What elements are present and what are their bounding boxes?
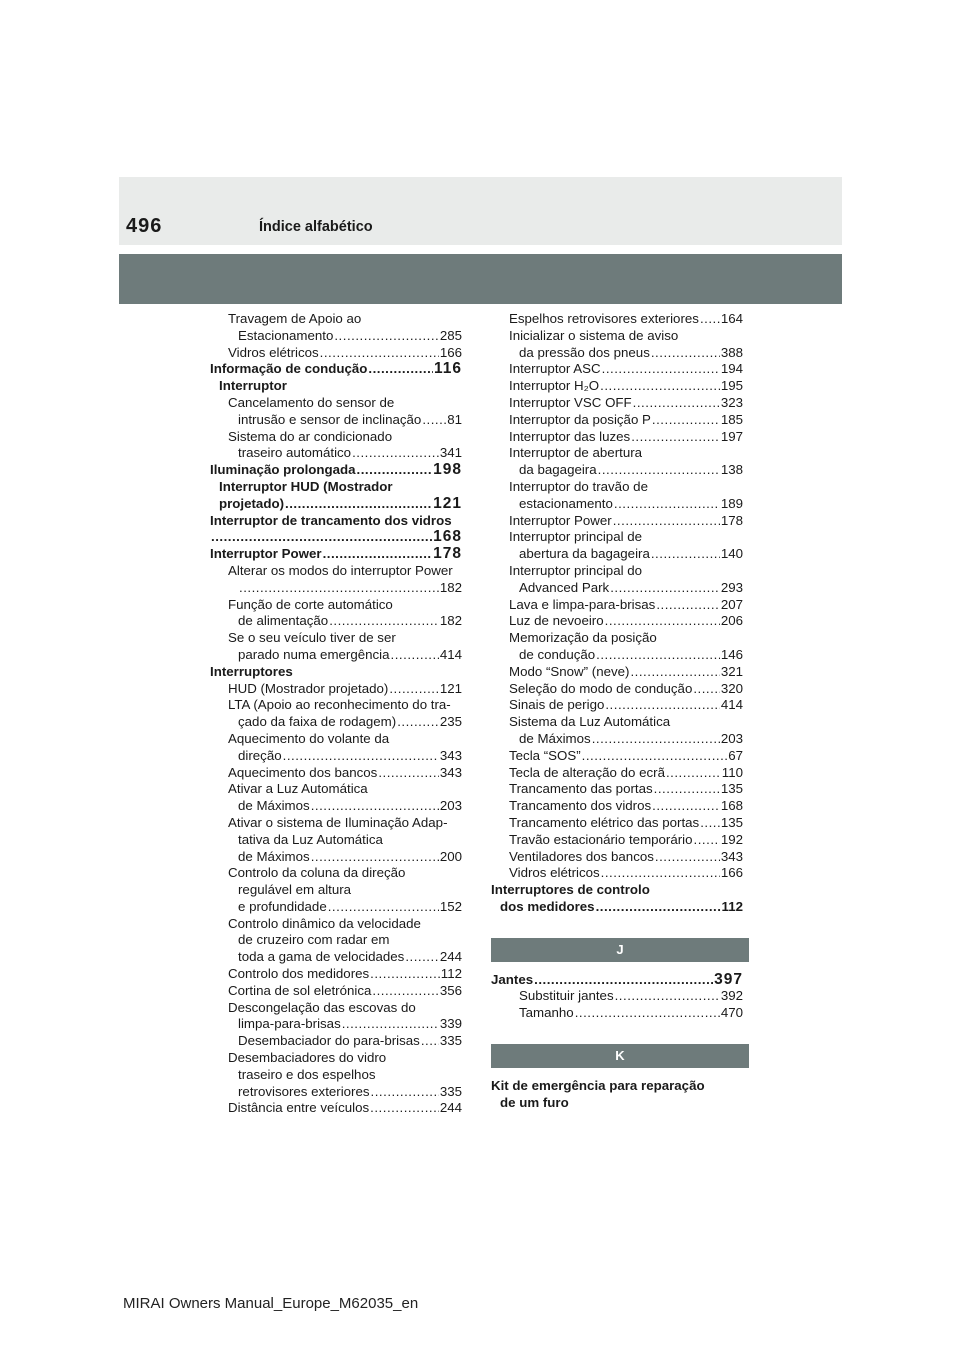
index-entry: [491, 815, 743, 832]
entry-page-number: 414: [720, 697, 743, 713]
entry-text: Interruptor de trancamento dos vidros: [210, 512, 452, 528]
entry-text: Interruptor H₂O: [509, 378, 600, 394]
index-entry: [210, 479, 462, 496]
index-entry: [210, 1100, 462, 1117]
entry-page-number: 185: [720, 411, 743, 427]
entry-text: Inicializar o sistema de aviso: [509, 327, 679, 343]
entry-text: Trancamento das portas: [509, 781, 653, 797]
entry-text: da bagageira: [519, 462, 597, 478]
entry-page-number: 343: [439, 764, 462, 780]
entry-text: Sistema do ar condicionado: [228, 428, 393, 444]
header-band: [119, 177, 842, 245]
entry-text: Travão estacionário temporário: [509, 831, 693, 847]
entry-text: Alterar os modos do interruptor Power: [228, 562, 453, 578]
dot-leader: [370, 1100, 439, 1117]
dot-leader: [652, 412, 720, 429]
entry-page-number: 200: [439, 848, 462, 864]
entry-text: limpa-para-brisas: [238, 1016, 341, 1032]
entry-text: Aquecimento do volante da: [228, 730, 390, 746]
entry-page-number: 121: [439, 680, 462, 696]
index-entry: [210, 765, 462, 782]
entry-text: Interruptor de abertura: [509, 445, 643, 461]
entry-page-number: 138: [720, 462, 743, 478]
dot-leader: [614, 496, 720, 513]
entry-page-number: 168: [433, 528, 462, 546]
dot-leader: [613, 513, 720, 530]
entry-text: Tamanho: [519, 1005, 574, 1021]
dot-leader: [285, 496, 432, 513]
index-entry: [210, 697, 462, 714]
entry-text: Vidros elétricos: [228, 344, 319, 360]
entry-page-number: 166: [720, 865, 743, 881]
entry-text: Controlo dos medidores: [228, 966, 370, 982]
entry-page-number: 166: [439, 344, 462, 360]
entry-page-number: 397: [714, 970, 743, 988]
index-entry: [210, 781, 462, 798]
entry-page-number: 121: [433, 494, 462, 512]
index-entry: [491, 1095, 743, 1112]
entry-text: regulável em altura: [238, 882, 352, 898]
entry-text: Advanced Park: [519, 579, 610, 595]
entry-page-number: 206: [720, 613, 743, 629]
entry-page-number: 81: [447, 411, 462, 427]
entry-text: Distância entre veículos: [228, 1100, 370, 1116]
entry-page-number: 197: [720, 428, 743, 444]
entry-page-number: 195: [720, 378, 743, 394]
index-entry: [491, 529, 743, 546]
entry-text: Interruptor ASC: [509, 361, 601, 377]
dot-leader: [329, 613, 439, 630]
index-entry: [210, 832, 462, 849]
index-entry: [491, 445, 743, 462]
dot-leader: [694, 832, 720, 849]
entry-text: Interruptor HUD (Mostrador: [219, 478, 393, 494]
dot-leader: [405, 949, 438, 966]
entry-text: Kit de emergência para reparação: [491, 1078, 705, 1094]
index-column-right: [491, 311, 743, 1112]
entry-page-number: 182: [439, 579, 462, 595]
entry-text: Informação de condução: [210, 361, 368, 377]
index-entry: [491, 1078, 743, 1095]
entry-text: retrovisores exteriores: [238, 1083, 370, 1099]
dot-leader: [605, 697, 719, 714]
entry-text: de alimentação: [238, 613, 329, 629]
entry-text: Interruptor Power: [509, 512, 612, 528]
index-column-left: [210, 311, 462, 1117]
entry-text: Estacionamento: [238, 327, 334, 343]
entry-page-number: 323: [720, 394, 743, 410]
entry-text: Interruptor da posição P: [509, 411, 651, 427]
index-entry: [210, 345, 462, 362]
entry-text: HUD (Mostrador projetado): [228, 680, 389, 696]
header-dark-band: [119, 254, 842, 304]
dot-leader: [389, 681, 438, 698]
dot-leader: [372, 983, 438, 1000]
index-entry: [491, 865, 743, 882]
dot-leader: [700, 815, 720, 832]
index-entry: [210, 1000, 462, 1017]
index-entry: [491, 395, 743, 412]
entry-text: Interruptor Power: [210, 546, 322, 562]
index-entry: [491, 412, 743, 429]
index-entry: [210, 849, 462, 866]
entry-page-number: 343: [720, 848, 743, 864]
dot-leader: [630, 664, 719, 681]
entry-text: abertura da bagageira: [519, 546, 650, 562]
entry-page-number: 285: [439, 327, 462, 343]
entry-text: direção: [238, 747, 282, 763]
dot-leader: [371, 1084, 439, 1101]
entry-text: Memorização da posição: [509, 630, 657, 646]
index-entry: [210, 714, 462, 731]
entry-text: Trancamento dos vidros: [509, 798, 652, 814]
index-entry: [210, 378, 462, 395]
entry-text: Substituir jantes: [519, 988, 614, 1004]
index-entry: [210, 361, 462, 378]
dot-leader: [357, 462, 433, 479]
index-entry: [210, 882, 462, 899]
entry-page-number: 116: [433, 360, 462, 378]
index-entry: [210, 429, 462, 446]
index-entry: [210, 1016, 462, 1033]
entry-text: Interruptor das luzes: [509, 428, 631, 444]
index-entry: [210, 328, 462, 345]
dot-leader: [239, 580, 439, 597]
index-entry: [210, 647, 462, 664]
letter-heading-k: K: [491, 1044, 749, 1068]
entry-page-number: 164: [720, 311, 743, 326]
entry-page-number: 67: [728, 747, 743, 763]
entry-page-number: 321: [720, 663, 743, 679]
entry-text: projetado): [219, 495, 285, 511]
entry-text: dos medidores: [500, 898, 595, 914]
index-entry: [210, 1050, 462, 1067]
index-entry: [491, 513, 743, 530]
index-entry: [210, 462, 462, 479]
entry-text: de Máximos: [519, 730, 591, 746]
entry-text: Ativar o sistema de Iluminação Adap-: [228, 814, 448, 830]
entry-text: Modo “Snow” (neve): [509, 663, 630, 679]
entry-page-number: 203: [439, 798, 462, 814]
entry-text: Descongelação das escovas do: [228, 999, 416, 1015]
entry-text: de cruzeiro com radar em: [238, 932, 390, 948]
entry-page-number: 470: [720, 1005, 743, 1021]
index-entry: [491, 849, 743, 866]
index-entry: [491, 714, 743, 731]
entry-text: traseiro e dos espelhos: [238, 1066, 376, 1082]
dot-leader: [320, 345, 439, 362]
entry-page-number: 182: [439, 613, 462, 629]
dot-leader: [651, 345, 720, 362]
index-entry: [210, 1033, 462, 1050]
entry-page-number: 178: [433, 545, 462, 563]
entry-text: Interruptor: [219, 378, 287, 394]
entry-text: Seleção do modo de condução: [509, 680, 693, 696]
dot-leader: [654, 781, 720, 798]
index-entry: [210, 597, 462, 614]
entry-page-number: 293: [720, 579, 743, 595]
entry-text: estacionamento: [519, 495, 613, 511]
entry-page-number: 356: [439, 982, 462, 998]
index-entry: [210, 949, 462, 966]
entry-text: Tecla de alteração do ecrã: [509, 764, 665, 780]
entry-text: Cortina de sol eletrónica: [228, 982, 372, 998]
index-entry: [491, 988, 743, 1005]
entry-text: e profundidade: [238, 898, 327, 914]
entry-text: Controlo dinâmico da velocidade: [228, 915, 421, 931]
entry-text: Cancelamento do sensor de: [228, 394, 395, 410]
dot-leader: [370, 966, 440, 983]
dot-leader: [596, 647, 720, 664]
index-entry: [491, 781, 743, 798]
index-entry: [210, 748, 462, 765]
entry-page-number: 194: [720, 361, 743, 377]
entry-text: Desembaciadores do vidro: [228, 1050, 387, 1066]
dot-leader: [631, 429, 720, 446]
index-entry: [210, 311, 462, 328]
dot-leader: [633, 395, 720, 412]
index-entry: [491, 597, 743, 614]
index-entry: [491, 1005, 743, 1022]
entry-page-number: 112: [721, 898, 743, 914]
entry-text: de Máximos: [238, 848, 310, 864]
index-entry: [491, 613, 743, 630]
entry-page-number: 207: [720, 596, 743, 612]
entry-text: Interruptor do travão de: [509, 478, 648, 494]
entry-page-number: 341: [439, 445, 462, 461]
dot-leader: [615, 988, 720, 1005]
dot-leader: [596, 899, 721, 916]
entry-text: Trancamento elétrico das portas: [509, 814, 700, 830]
entry-text: Função de corte automático: [228, 596, 393, 612]
index-entry: [491, 630, 743, 647]
entry-page-number: 235: [439, 714, 462, 730]
dot-leader: [534, 972, 713, 989]
entry-page-number: 339: [439, 1016, 462, 1032]
index-entry: [210, 1067, 462, 1084]
letter-heading-j: J: [491, 938, 749, 962]
index-entry: [491, 580, 743, 597]
entry-text: Sistema da Luz Automática: [509, 714, 671, 730]
entry-text: Interruptores: [210, 663, 293, 679]
dot-leader: [605, 613, 720, 630]
index-entry: [491, 748, 743, 765]
entry-text: da pressão dos pneus: [519, 344, 650, 360]
footer-text: MIRAI Owners Manual_Europe_M62035_en: [123, 1295, 419, 1312]
entry-text: de condução: [519, 646, 596, 662]
dot-leader: [328, 899, 439, 916]
index-entry: [210, 563, 462, 580]
index-entry: [491, 479, 743, 496]
dot-leader: [378, 765, 438, 782]
dot-leader: [601, 865, 720, 882]
dot-leader: [600, 378, 720, 395]
entry-page-number: 135: [720, 781, 743, 797]
index-entry: [491, 765, 743, 782]
entry-text: de Máximos: [238, 798, 310, 814]
entry-text: Tecla “SOS”: [509, 747, 581, 763]
index-entry: [210, 916, 462, 933]
entry-page-number: 244: [439, 949, 462, 965]
entry-text: Luz de nevoeiro: [509, 613, 604, 629]
entry-page-number: 320: [720, 680, 743, 696]
index-entry: [210, 731, 462, 748]
dot-leader: [311, 798, 439, 815]
dot-leader: [656, 597, 719, 614]
entry-text: Travagem de Apoio ao: [228, 311, 362, 326]
index-entry: [491, 462, 743, 479]
dot-leader: [397, 714, 439, 731]
entry-text: Interruptor principal de: [509, 529, 643, 545]
entry-page-number: 146: [720, 646, 743, 662]
entry-text: Se o seu veículo tiver de ser: [228, 630, 396, 646]
entry-text: Interruptor VSC OFF: [509, 394, 632, 410]
index-entry: [210, 966, 462, 983]
entry-page-number: 189: [720, 495, 743, 511]
dot-leader: [598, 462, 720, 479]
dot-leader: [610, 580, 720, 597]
index-entry: [491, 361, 743, 378]
index-entry: [210, 983, 462, 1000]
entry-text: Espelhos retrovisores exteriores: [509, 311, 699, 326]
entry-text: Vidros elétricos: [509, 865, 600, 881]
dot-leader: [693, 681, 719, 698]
entry-page-number: 112: [440, 966, 462, 982]
entry-page-number: 168: [720, 798, 743, 814]
index-entry: [491, 328, 743, 345]
dot-leader: [283, 748, 439, 765]
entry-page-number: 388: [720, 344, 743, 360]
index-entry: [491, 345, 743, 362]
index-entry: [210, 798, 462, 815]
dot-leader: [211, 529, 432, 546]
entry-text: traseiro automático: [238, 445, 352, 461]
index-entry: [491, 681, 743, 698]
entry-text: tativa da Luz Automática: [238, 831, 383, 847]
entry-page-number: 392: [720, 988, 743, 1004]
entry-text: Lava e limpa-para-brisas: [509, 596, 656, 612]
index-entry: [491, 798, 743, 815]
entry-page-number: 414: [439, 646, 462, 662]
dot-leader: [342, 1016, 439, 1033]
dot-leader: [334, 328, 438, 345]
entry-page-number: 244: [439, 1100, 462, 1116]
index-entry: [210, 899, 462, 916]
entry-text: Desembaciador do para-brisas: [238, 1033, 420, 1049]
entry-text: toda a gama de velocidades: [238, 949, 405, 965]
index-entry: [491, 899, 743, 916]
section-title: Índice alfabético: [259, 219, 373, 235]
index-entry: [491, 832, 743, 849]
index-entry: [210, 445, 462, 462]
entry-page-number: 203: [720, 730, 743, 746]
dot-leader: [651, 546, 720, 563]
entry-text: Ativar a Luz Automática: [228, 781, 368, 797]
index-entry: [491, 647, 743, 664]
index-entry: [491, 882, 743, 899]
index-entry: [210, 932, 462, 949]
entry-text: Controlo da coluna da direção: [228, 865, 406, 881]
dot-leader: [602, 361, 720, 378]
entry-text: LTA (Apoio ao reconhecimento do tra-: [228, 697, 451, 713]
index-entry: [491, 378, 743, 395]
entry-page-number: 152: [439, 898, 462, 914]
dot-leader: [421, 1033, 439, 1050]
index-entry: [491, 546, 743, 563]
entry-text: Jantes: [491, 971, 534, 987]
dot-leader: [700, 311, 720, 328]
index-entry: [210, 613, 462, 630]
index-entry: [491, 311, 743, 328]
entry-page-number: 343: [439, 747, 462, 763]
index-entry: [210, 865, 462, 882]
entry-text: çado da faixa de rodagem): [238, 714, 397, 730]
dot-leader: [323, 546, 433, 563]
entry-text: Iluminação prolongada: [210, 462, 356, 478]
index-entry: [210, 496, 462, 513]
dot-leader: [655, 849, 720, 866]
dot-leader: [311, 849, 439, 866]
dot-leader: [592, 731, 720, 748]
index-entry: [210, 412, 462, 429]
index-entry: [210, 815, 462, 832]
index-entry: [491, 731, 743, 748]
index-entry: [210, 664, 462, 681]
entry-text: parado numa emergência: [238, 646, 390, 662]
index-entry: [210, 529, 462, 546]
entry-text: Interruptor principal do: [509, 562, 643, 578]
dot-leader: [352, 445, 439, 462]
index-entry: [491, 697, 743, 714]
index-entry: [210, 580, 462, 597]
index-entry: [491, 563, 743, 580]
dot-leader: [666, 765, 721, 782]
page-number: 496: [126, 215, 163, 237]
entry-page-number: 198: [433, 461, 462, 479]
entry-text: intrusão e sensor de inclinação: [238, 411, 422, 427]
dot-leader: [582, 748, 728, 765]
entry-text: Ventiladores dos bancos: [509, 848, 654, 864]
dot-leader: [575, 1005, 720, 1022]
index-entry: [210, 395, 462, 412]
index-entry: [491, 664, 743, 681]
index-entry: [210, 630, 462, 647]
index-entry: [210, 546, 462, 563]
entry-page-number: 140: [720, 546, 743, 562]
entry-text: Sinais de perigo: [509, 697, 605, 713]
index-entry: [210, 681, 462, 698]
entry-page-number: 335: [439, 1083, 462, 1099]
entry-page-number: 178: [720, 512, 743, 528]
entry-page-number: 110: [721, 764, 743, 780]
entry-text: Aquecimento dos bancos: [228, 764, 378, 780]
entry-page-number: 335: [439, 1033, 462, 1049]
index-entry: [210, 1084, 462, 1101]
index-entry: [210, 513, 462, 530]
dot-leader: [391, 647, 439, 664]
dot-leader: [368, 361, 433, 378]
index-entry: [491, 972, 743, 989]
entry-text: de um furo: [500, 1094, 569, 1110]
dot-leader: [652, 798, 720, 815]
entry-text: Interruptores de controlo: [491, 882, 650, 898]
index-entry: [491, 496, 743, 513]
entry-page-number: 192: [720, 831, 743, 847]
index-entry: [491, 429, 743, 446]
entry-page-number: 135: [720, 814, 743, 830]
dot-leader: [422, 412, 446, 429]
